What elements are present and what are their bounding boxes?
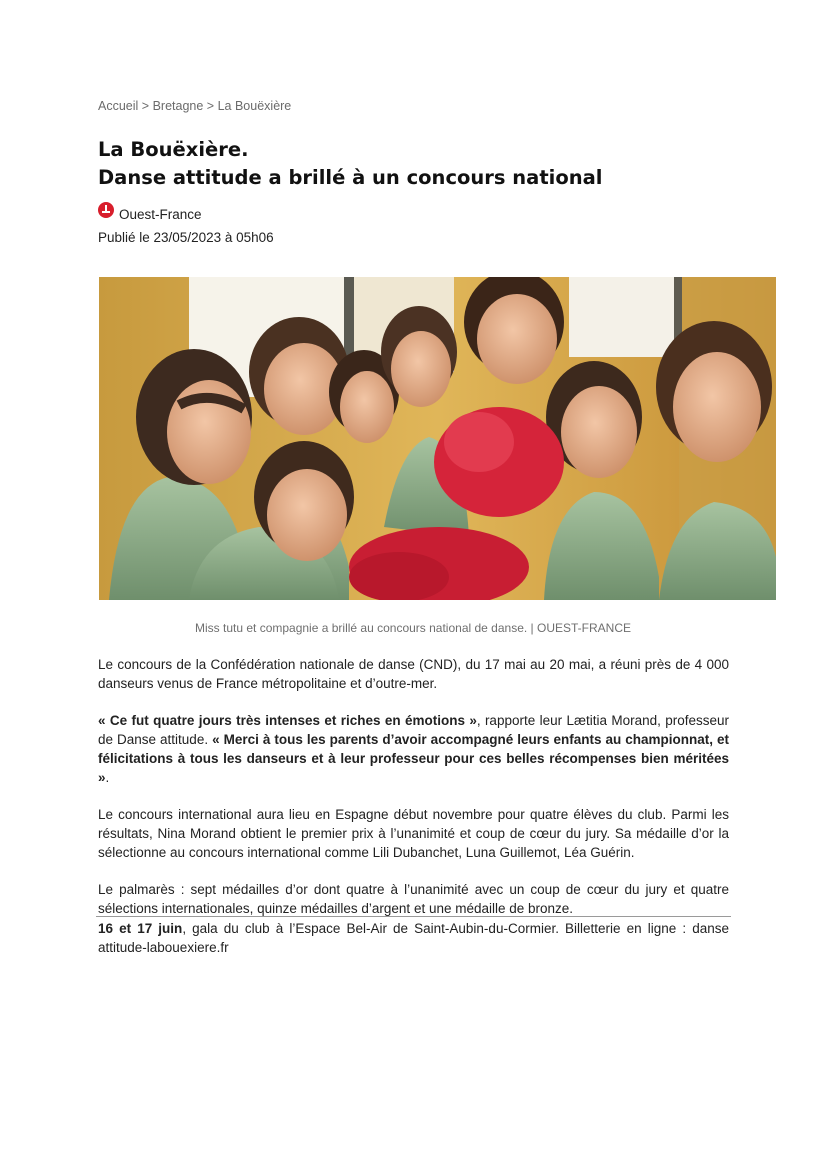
source-name: Ouest-France [119,206,202,222]
quote-text: « Ce fut quatre jours très intenses et riches en émotions » [98,713,477,728]
paragraph-text: Le concours de la Confédération nationale de danse (CND), du 17 mai au 20 mai, a réuni près de 4 000 danseurs venus de France métropolitaine et d’outre-mer. [98,657,729,691]
quote-text: « Merci à tous les parents d’avoir accompagné leurs enfants au championnat, et félicitations à tous les danseurs et à leur professeur pour ces belles récompenses bien méritées » [98,732,730,785]
ouest-france-logo-icon [98,202,114,218]
dancers-photo-illustration [99,277,776,600]
article-paragraph [98,880,729,918]
breadcrumb-separator: > [141,99,150,113]
article-photo [99,277,776,600]
breadcrumb-separator: > [206,99,215,113]
article-title-line2: Danse attitude a brillé à un concours national [98,166,603,189]
event-dates: 16 et 17 juin [98,921,183,936]
event-note [98,919,729,957]
article-paragraph [98,711,729,787]
breadcrumb-town-link[interactable]: La Bouëxière [217,99,292,113]
article-source [98,206,202,222]
divider [96,916,731,917]
breadcrumb-home-link[interactable]: Accueil [98,99,139,113]
paragraph-text: . [105,770,110,785]
breadcrumb-region-link[interactable]: Bretagne [152,99,204,113]
event-details: , gala du club à l’Espace Bel-Air de Saint-Aubin-du-Cormier. Billetterie en ligne : danse attitude-labouexiere.fr [98,921,729,955]
article-title [98,136,738,192]
article-title-line1: La Bouëxière. [98,138,249,161]
breadcrumb [98,99,291,113]
paragraph-text: Le concours international aura lieu en Espagne début novembre pour quatre élèves du club. Parmi les résultats, Nina Morand obtient le premier prix à l’unanimité et coup de cœur du jury. Sa médaille d’or la sélectionne au concours international comme Lili Dubanchet, Luna Guillemot, Léa Guérin. [98,807,729,860]
article-body [98,655,729,936]
publish-date: Publié le 23/05/2023 à 05h06 [98,230,274,245]
paragraph-text: , rapporte leur Lætitia Morand, professeur de Danse attitude. [98,713,730,747]
article-paragraph [98,655,729,693]
paragraph-text: Le palmarès : sept médailles d’or dont quatre à l’unanimité avec un coup de cœur du jury et quatre sélections internationales, quinze médailles d’argent et une médaille de bronze. [98,882,729,916]
article-paragraph [98,805,729,862]
photo-caption: Miss tutu et compagnie a brillé au concours national de danse. | OUEST-FRANCE [195,621,631,635]
